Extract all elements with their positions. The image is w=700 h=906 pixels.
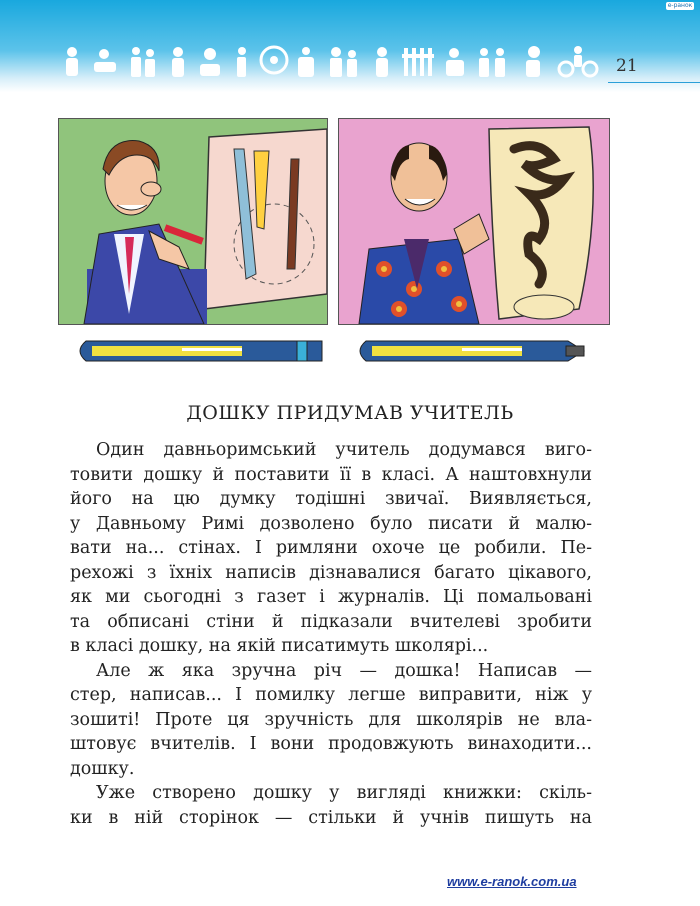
text-line: Уже створено дошку у вигляді книжки: скіль-: [96, 783, 592, 803]
parents-icon: [330, 47, 357, 77]
text-line: стер, написав... І помилку легше виправити, ніж у: [70, 685, 592, 705]
people-icon: [66, 47, 78, 76]
publisher-logo: e-ранок: [667, 2, 693, 9]
teacher-icon: [172, 47, 184, 77]
illustration-calligrapher-scroll: [338, 118, 610, 325]
dancing-icon: [298, 47, 314, 77]
studying-icon: [446, 48, 464, 76]
text-line: як ми сьогодні з газет і журналів. Ці помальовані: [70, 587, 592, 607]
text-line: дошку.: [70, 758, 135, 779]
reading-icon: [94, 49, 116, 72]
student-icon: [376, 47, 388, 77]
text-line: Але ж яка зручна річ — дошка! Написав —: [96, 660, 592, 681]
paragraph-1: [70, 438, 592, 659]
text-line: та обписані стіни й підказали вчителеві зробити: [70, 611, 592, 632]
text-line: ки в ній сторінок — стільки й учнів пишуть на: [70, 807, 592, 828]
article-title: ДОШКУ ПРИДУМАВ УЧИТЕЛЬ: [186, 402, 514, 424]
sun-icon: [200, 48, 220, 76]
text-line: Один давньоримський учитель додумався виго-: [96, 440, 592, 460]
balloon-icon: [526, 46, 540, 77]
page-number: 21: [616, 56, 638, 76]
fence-icon: [402, 48, 434, 76]
activity-icons-strip: [60, 44, 608, 78]
cycling-icon: [559, 46, 597, 76]
walking-icon: [237, 47, 246, 77]
pen-right-image: [352, 338, 588, 364]
meeting-icon: [479, 48, 505, 77]
text-line: вати на... стінах. І римляни охоче це робили. Пе-: [70, 538, 592, 558]
text-line: штовує вчителів. І вони продовжують винаходити...: [70, 734, 592, 754]
footer-link[interactable]: www.e-ranok.com.ua: [447, 874, 577, 889]
text-line: товити дошку й поставити її в класі. А наштовхнули: [70, 464, 592, 485]
text-line: у Давньому Римі дозволено було писати й малю-: [70, 513, 592, 534]
header-rule: [608, 82, 700, 83]
family-icon: [131, 47, 155, 77]
article-body: [70, 438, 592, 830]
text-line: його на цю думку тодішні звичаї. Виявляється,: [70, 489, 592, 509]
page-header: [0, 0, 700, 92]
text-line: зошиті! Проте ця зручність для школярів не вла-: [70, 709, 592, 730]
group-circle-icon: [261, 47, 287, 73]
paragraph-3: [70, 781, 592, 830]
pen-left-image: [72, 338, 332, 364]
illustration-teacher-pen: [58, 118, 328, 325]
text-line: рехожі з їхніх написів дізнавалися багато цікавого,: [70, 562, 592, 583]
paragraph-2: [70, 659, 592, 782]
text-line: в класі дошку, на якій писатимуть школярі...: [70, 636, 489, 656]
